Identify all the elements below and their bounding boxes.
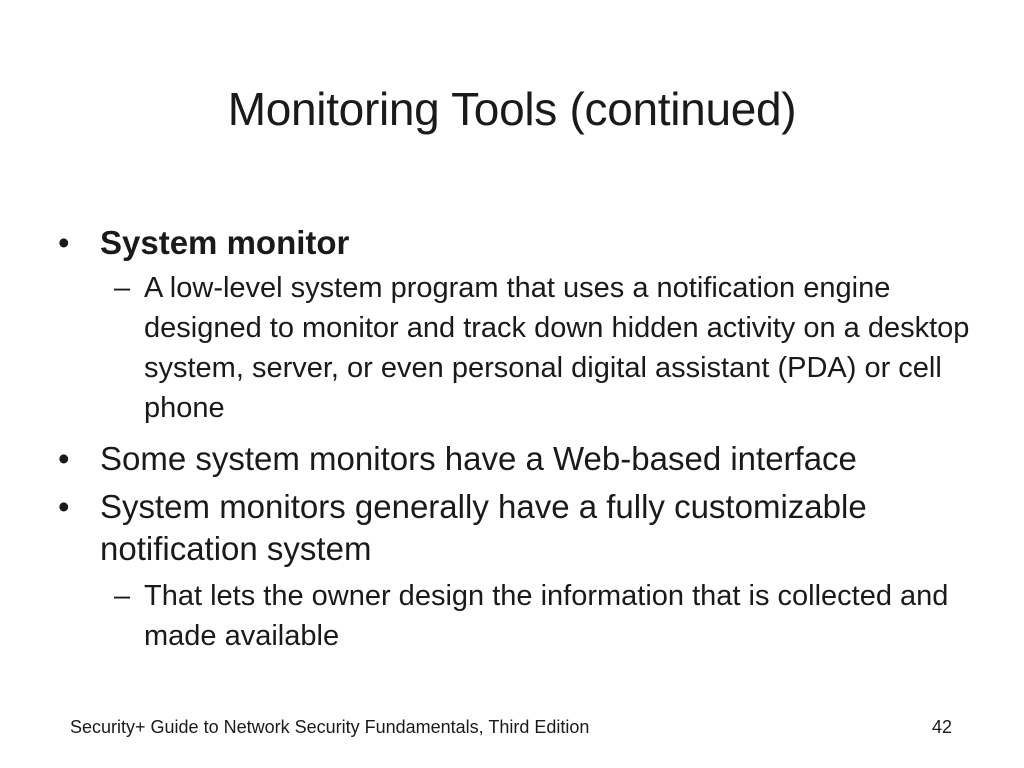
- slide-content: [56, 222, 976, 662]
- bullet-text: System monitor: [100, 224, 350, 261]
- slide-title: Monitoring Tools (continued): [227, 83, 797, 135]
- bullet-item: [56, 438, 976, 480]
- bullet-item: [56, 486, 976, 570]
- sub-bullet-text: That lets the owner design the information that is collected and made available: [144, 580, 949, 652]
- bullet-marker: •: [58, 488, 70, 525]
- sub-bullet-item: [56, 576, 976, 656]
- page-number: 42: [931, 717, 952, 737]
- sub-bullet-marker: –: [114, 272, 131, 304]
- sub-bullet-item: [56, 268, 976, 428]
- bullet-marker: •: [58, 440, 70, 477]
- footer-source: Security+ Guide to Network Security Fundamentals, Third Edition: [70, 717, 590, 737]
- bullet-item: [56, 222, 976, 264]
- sub-bullet-text: A low-level system program that uses a notification engine designed to monitor and track down hidden activity on a desktop system, server, or even personal digital assistant (PDA) or cell phone: [144, 272, 970, 424]
- bullet-text: System monitors generally have a fully customizable notification system: [100, 488, 867, 567]
- bullet-marker: •: [58, 224, 70, 261]
- sub-bullet-marker: –: [114, 580, 131, 612]
- bullet-text: Some system monitors have a Web-based interface: [100, 440, 857, 477]
